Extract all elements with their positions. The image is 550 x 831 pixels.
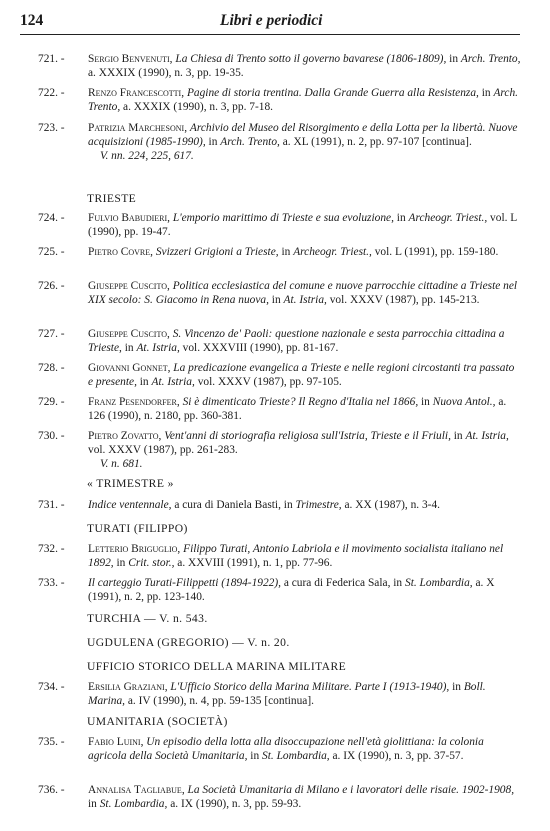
entry-text: in	[450, 430, 463, 442]
section-heading-umanitaria: UMANITARIA (SOCIETÀ)	[87, 715, 228, 728]
bib-entry-732	[38, 542, 522, 570]
entry-title: Svizzeri Grigioni a Trieste,	[155, 246, 279, 258]
entry-text: a cura di Federica Sala, in	[281, 577, 403, 589]
entry-text: in	[418, 396, 430, 408]
entry-author: Pietro Covre,	[88, 246, 153, 258]
entry-text: vol. XXXVIII (1990), pp. 81-167.	[179, 342, 339, 355]
entry-number: 734. -	[38, 681, 65, 693]
bib-entry-725	[38, 245, 522, 259]
entry-text: in	[247, 750, 260, 763]
section-heading-ugdulena: UGDULENA (GREGORIO) — V. n. 20.	[87, 636, 290, 649]
entry-number: 727. -	[38, 328, 65, 340]
entry-title: La Società Umanitaria di Milano e i lavoratori delle risaie. 1902-1908,	[187, 784, 515, 796]
entry-number: 724. -	[38, 212, 65, 224]
entry-author: Patrizia Marchesoni,	[88, 122, 188, 134]
page-header	[20, 10, 520, 35]
entry-number: 725. -	[38, 246, 65, 258]
entry-title: L'emporio marittimo di Trieste e sua evoluzione,	[172, 212, 394, 224]
entry-text: a. XX (1987), n. 3-4.	[341, 499, 441, 511]
entry-title: Il carteggio Turati-Filippetti (1894-1922),	[88, 577, 281, 589]
entry-author: Fulvio Babudieri,	[88, 212, 170, 224]
entry-author: Sergio Benvenuti,	[88, 53, 173, 65]
entry-text: vol. L (1990), pp. 19-47.	[88, 212, 517, 239]
entry-author: Ersilia Graziani,	[88, 681, 168, 693]
entry-number: 721. -	[38, 53, 65, 65]
section-heading-trieste: TRIESTE	[87, 192, 137, 205]
entry-text: in	[278, 246, 291, 258]
entry-text: a cura di Daniela Basti, in	[171, 499, 293, 511]
entry-journal: Crit. stor.,	[128, 557, 175, 570]
bib-entry-728	[38, 361, 522, 389]
entry-title: Politica ecclesiastica del comune e nuove parrocchie cittadine a Trieste nel XIX secolo: S. Giacomo in Rena nuova,	[88, 280, 518, 307]
entry-number: 722. -	[38, 87, 65, 99]
entry-author: Letterio Briguglio,	[88, 543, 181, 555]
entry-text: a. IX (1990), n. 3, pp. 59-93.	[167, 798, 302, 811]
bib-entry-727	[38, 327, 522, 355]
entry-see-also: V. nn. 224, 225, 617.	[100, 150, 194, 163]
entry-journal: At. Istria,	[136, 342, 180, 355]
entry-author: Giuseppe Cuscito,	[88, 280, 170, 292]
entry-text: a. IV (1990), n. 4, pp. 59-135 [continua].	[125, 695, 314, 708]
page-number: 124	[20, 12, 44, 29]
entry-text: in	[205, 136, 218, 149]
entry-journal: St. Lombardia,	[262, 750, 330, 763]
entry-text: vol. XXXV (1987), pp. 145-213.	[326, 294, 480, 307]
entry-journal: At. Istria,	[283, 294, 327, 307]
bib-entry-735	[38, 735, 522, 763]
entry-number: 728. -	[38, 362, 65, 374]
entry-title: Pagine di storia trentina. Dalla Grande Guerra alla Resistenza,	[186, 87, 479, 99]
entry-author: Annalisa Tagliabue,	[88, 784, 185, 796]
section-heading-ufficio: UFFICIO STORICO DELLA MARINA MILITARE	[87, 660, 347, 673]
bib-entry-729	[38, 395, 522, 423]
entry-number: 732. -	[38, 543, 65, 555]
bib-entry-731	[38, 498, 522, 512]
entry-text: a. XL (1991), n. 2, pp. 97-107 [continua].	[279, 136, 472, 149]
entry-title: S. Vincenzo de' Paoli: questione nazionale e sesta parrocchia cittadina a Trieste,	[88, 328, 505, 355]
bib-entry-726	[38, 279, 522, 307]
bib-entry-721	[38, 52, 522, 80]
entry-journal: Arch. Trento,	[460, 53, 521, 65]
entry-title: La predicazione evangelica a Trieste e nelle regioni circostanti tra passato e presente,	[88, 362, 515, 389]
entry-number: 726. -	[38, 280, 65, 292]
entry-number: 723. -	[38, 122, 65, 134]
entry-text: in	[268, 294, 281, 307]
entry-text: in	[393, 212, 406, 224]
entry-number: 730. -	[38, 430, 65, 442]
entry-journal: At. Istria,	[465, 430, 509, 442]
entry-title: Un episodio della lotta alla disoccupazione nell'età giolittiana: la colonia agricola della Società Umanitaria,	[88, 736, 484, 763]
entry-number: 733. -	[38, 577, 65, 589]
entry-title: Si è dimenticato Trieste? Il Regno d'Italia nel 1866,	[182, 396, 419, 408]
entry-title: La Chiesa di Trento sotto il governo bavarese (1806-1809),	[175, 53, 447, 65]
entry-text: vol. XXXV (1987), pp. 97-105.	[194, 376, 342, 389]
entry-number: 731. -	[38, 499, 65, 511]
running-title: Libri e periodici	[220, 12, 323, 29]
section-heading-trimestre: « TRIMESTRE »	[87, 477, 174, 490]
entry-author: Giovanni Gonnet,	[88, 362, 171, 374]
section-heading-turati: TURATI (FILIPPO)	[87, 522, 188, 535]
entry-author: Franz Pesendorfer,	[88, 396, 180, 408]
entry-number: 736. -	[38, 784, 65, 796]
entry-journal: Arch. Trento,	[220, 136, 280, 149]
entry-text: in	[113, 557, 126, 570]
bib-entry-734	[38, 680, 522, 708]
entry-text: a. X (1991), n. 2, pp. 123-140.	[88, 577, 495, 604]
bib-entry-724	[38, 211, 522, 239]
entry-title: Filippo Turati, Antonio Labriola e il movimento socialista italiano nel 1892,	[88, 543, 504, 570]
entry-journal: Archeogr. Triest.,	[408, 212, 488, 224]
entry-text: a. XXVIII (1991), n. 1, pp. 77-96.	[174, 557, 333, 570]
bib-entry-736	[38, 783, 522, 811]
entry-title: Archivio del Museo del Risorgimento e della Lotta per la libertà. Nuove acquisizioni (1985-1990),	[88, 122, 518, 149]
entry-text: vol. L (1991), pp. 159-180.	[371, 246, 499, 258]
bib-entry-733	[38, 576, 522, 604]
entry-text: vol. XXXV (1987), pp. 261-283.	[88, 444, 238, 457]
entry-journal: Boll. Marina,	[88, 681, 486, 708]
bib-entry-722	[38, 86, 522, 114]
entry-journal: St. Lombardia,	[405, 577, 473, 589]
entry-number: 729. -	[38, 396, 65, 408]
entry-journal: Archeogr. Triest.,	[293, 246, 372, 258]
bib-entry-730	[38, 429, 522, 472]
entry-author: Giuseppe Cuscito,	[88, 328, 170, 340]
entry-author: Fabio Luini,	[88, 736, 144, 748]
entry-title: Indice ventennale,	[88, 499, 172, 511]
entry-text: in	[446, 53, 459, 65]
section-heading-turchia: TURCHIA — V. n. 543.	[87, 612, 208, 625]
entry-journal: Nuova Antol.,	[432, 396, 496, 408]
entry-text: in	[136, 376, 149, 389]
entry-author: Renzo Francescotti,	[88, 87, 185, 99]
entry-text: a. XXXIX (1990), n. 3, pp. 19-35.	[88, 67, 244, 80]
entry-author: Pietro Zovatto,	[88, 430, 162, 442]
entry-see-also: V. n. 681.	[100, 458, 143, 471]
entry-text: a. XXXIX (1990), n. 3, pp. 7-18.	[120, 101, 273, 114]
entry-journal: St. Lombardia,	[99, 798, 168, 811]
entry-text: a. 126 (1990), n. 2180, pp. 360-381.	[88, 396, 507, 423]
entry-text: a. IX (1990), n. 3, pp. 37-57.	[329, 750, 464, 763]
entry-text: in	[478, 87, 491, 99]
entry-title: Vent'anni di storiografia religiosa sull'Istria, Trieste e il Friuli,	[164, 430, 451, 442]
entry-text: in	[88, 798, 97, 811]
entry-journal: At. Istria,	[151, 376, 195, 389]
entry-text: in	[121, 342, 134, 355]
entry-journal: Arch. Trento,	[88, 87, 519, 114]
bib-entry-723	[38, 121, 522, 164]
entry-journal: Trimestre,	[295, 499, 342, 511]
entry-title: L'Ufficio Storico della Marina Militare. Parte I (1913-1940),	[170, 681, 450, 693]
entry-number: 735. -	[38, 736, 65, 748]
entry-text: in	[449, 681, 461, 693]
